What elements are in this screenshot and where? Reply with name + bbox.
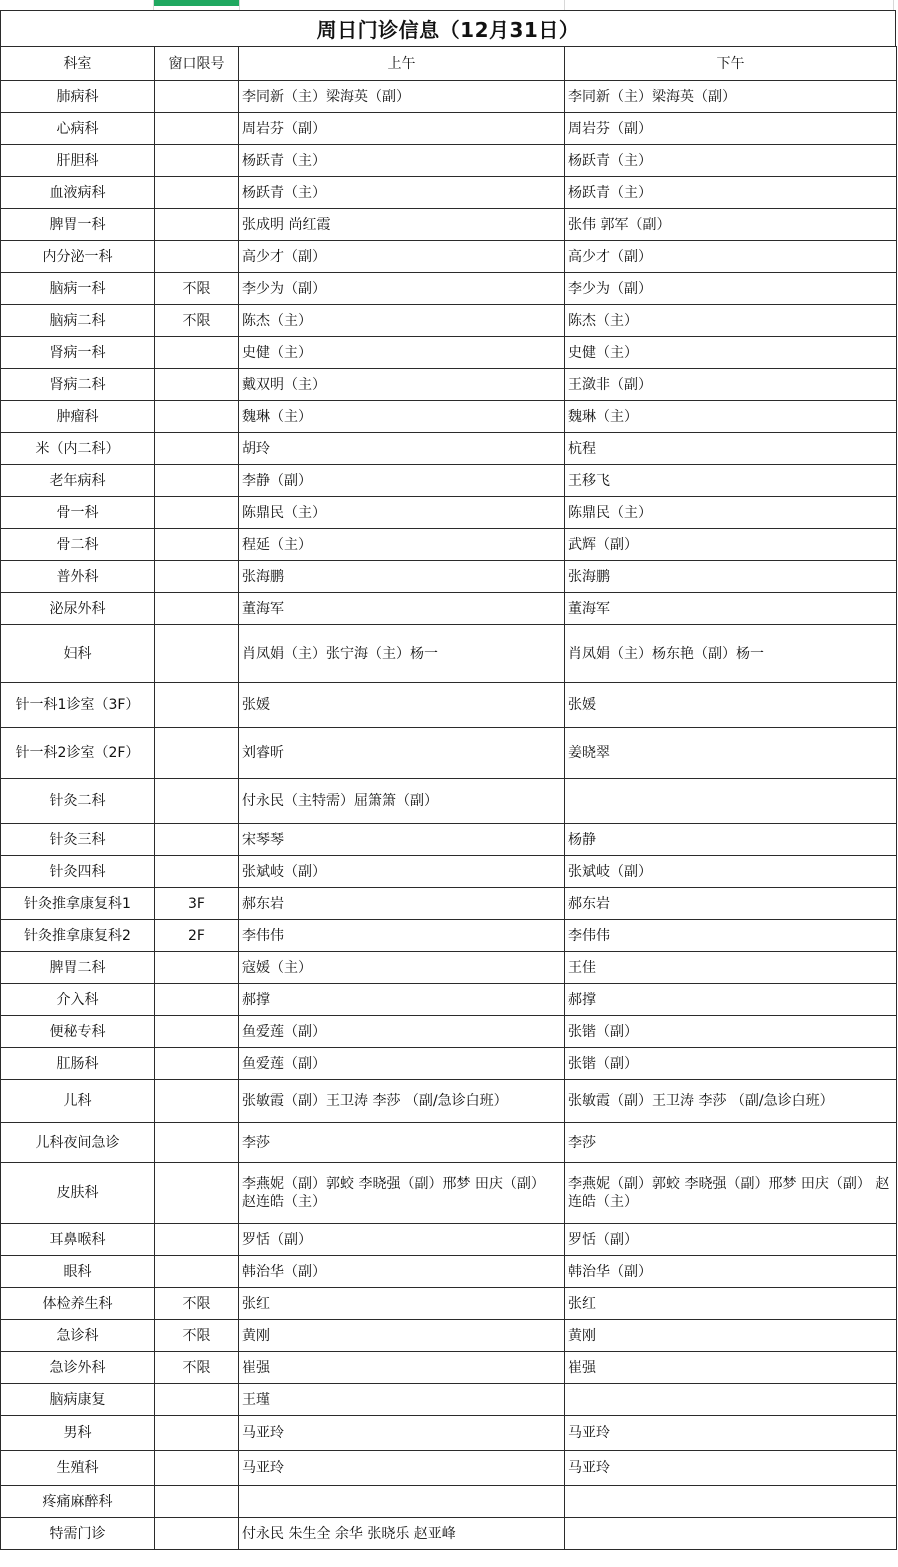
pm-cell[interactable]: 王潋非（副） <box>565 369 897 401</box>
dept-cell[interactable]: 脑病一科 <box>1 273 155 305</box>
am-cell[interactable]: 鱼爱莲（副） <box>239 1048 565 1080</box>
pm-cell[interactable]: 张媛 <box>565 683 897 728</box>
table-row <box>1 1163 897 1224</box>
table-row <box>1 529 897 561</box>
pm-cell[interactable]: 张斌岐（副） <box>565 856 897 888</box>
header-am[interactable]: 上午 <box>239 47 565 81</box>
schedule-table <box>0 46 897 1550</box>
table-row <box>1 856 897 888</box>
active-column-indicator <box>153 0 239 6</box>
am-cell[interactable]: 陈杰（主） <box>239 305 565 337</box>
sheet-title[interactable]: 周日门诊信息（12月31日） <box>0 10 896 46</box>
header-dept[interactable]: 科室 <box>1 47 155 81</box>
table-row <box>1 497 897 529</box>
table-row <box>1 81 897 113</box>
limit-cell[interactable] <box>155 1016 239 1048</box>
pm-cell[interactable]: 崔强 <box>565 1352 897 1384</box>
pm-cell[interactable]: 马亚玲 <box>565 1451 897 1486</box>
table-row <box>1 241 897 273</box>
am-cell[interactable]: 刘睿昕 <box>239 728 565 779</box>
table-row <box>1 683 897 728</box>
table-row <box>1 1256 897 1288</box>
header-limit[interactable]: 窗口限号 <box>155 47 239 81</box>
dept-cell[interactable]: 肾病一科 <box>1 337 155 369</box>
limit-cell[interactable] <box>155 1163 239 1224</box>
table-row <box>1 561 897 593</box>
limit-cell[interactable]: 不限 <box>155 1320 239 1352</box>
limit-cell[interactable] <box>155 337 239 369</box>
dept-cell[interactable]: 普外科 <box>1 561 155 593</box>
pm-cell[interactable]: 陈杰（主） <box>565 305 897 337</box>
table-row <box>1 433 897 465</box>
pm-cell[interactable]: 杨跃青（主） <box>565 145 897 177</box>
am-cell[interactable]: 史健（主） <box>239 337 565 369</box>
gridline <box>239 0 240 10</box>
am-cell[interactable]: 马亚玲 <box>239 1416 565 1451</box>
am-cell[interactable]: 寇媛（主） <box>239 952 565 984</box>
pm-cell[interactable]: 杨静 <box>565 824 897 856</box>
am-cell[interactable]: 杨跃青（主） <box>239 145 565 177</box>
dept-cell[interactable]: 针一科2诊室（2F） <box>1 728 155 779</box>
am-cell[interactable]: 鱼爱莲（副） <box>239 1016 565 1048</box>
dept-cell[interactable]: 内分泌一科 <box>1 241 155 273</box>
am-cell[interactable]: 张红 <box>239 1288 565 1320</box>
am-cell[interactable]: 付永民 朱生全 余华 张晓乐 赵亚峰 <box>239 1518 565 1550</box>
dept-cell[interactable]: 脑病二科 <box>1 305 155 337</box>
am-cell[interactable]: 张媛 <box>239 683 565 728</box>
table-row <box>1 824 897 856</box>
limit-cell[interactable] <box>155 984 239 1016</box>
am-cell[interactable]: 张斌岐（副） <box>239 856 565 888</box>
table-row <box>1 1518 897 1550</box>
dept-cell[interactable]: 耳鼻喉科 <box>1 1224 155 1256</box>
pm-cell[interactable]: 史健（主） <box>565 337 897 369</box>
pm-cell[interactable]: 李燕妮（副）郭蛟 李晓强（副）邢梦 田庆（副） 赵连皓（主） <box>565 1163 897 1224</box>
table-row <box>1 1416 897 1451</box>
pm-cell[interactable]: 董海军 <box>565 593 897 625</box>
pm-cell[interactable]: 张锴（副） <box>565 1048 897 1080</box>
dept-cell[interactable]: 儿科夜间急诊 <box>1 1123 155 1163</box>
table-row <box>1 888 897 920</box>
limit-cell[interactable] <box>155 779 239 824</box>
dept-cell[interactable]: 脾胃二科 <box>1 952 155 984</box>
dept-cell[interactable]: 骨二科 <box>1 529 155 561</box>
table-row <box>1 920 897 952</box>
limit-cell[interactable] <box>155 1048 239 1080</box>
limit-cell[interactable]: 3F <box>155 888 239 920</box>
table-row <box>1 1080 897 1123</box>
am-cell[interactable]: 李伟伟 <box>239 920 565 952</box>
dept-cell[interactable]: 特需门诊 <box>1 1518 155 1550</box>
limit-cell[interactable] <box>155 1416 239 1451</box>
am-cell[interactable]: 周岩芬（副） <box>239 113 565 145</box>
pm-cell[interactable] <box>565 1384 897 1416</box>
limit-cell[interactable] <box>155 497 239 529</box>
dept-cell[interactable]: 肺病科 <box>1 81 155 113</box>
limit-cell[interactable] <box>155 952 239 984</box>
dept-cell[interactable]: 泌尿外科 <box>1 593 155 625</box>
dept-cell[interactable]: 男科 <box>1 1416 155 1451</box>
dept-cell[interactable]: 急诊科 <box>1 1320 155 1352</box>
dept-cell[interactable]: 疼痛麻醉科 <box>1 1486 155 1518</box>
limit-cell[interactable] <box>155 1224 239 1256</box>
limit-cell[interactable] <box>155 1451 239 1486</box>
limit-cell[interactable] <box>155 241 239 273</box>
am-cell[interactable]: 肖凤娟（主）张宁海（主）杨一 <box>239 625 565 683</box>
table-row <box>1 401 897 433</box>
pm-cell[interactable]: 韩治华（副） <box>565 1256 897 1288</box>
limit-cell[interactable]: 2F <box>155 920 239 952</box>
dept-cell[interactable]: 眼科 <box>1 1256 155 1288</box>
limit-cell[interactable] <box>155 1123 239 1163</box>
am-cell[interactable]: 李静（副） <box>239 465 565 497</box>
am-cell[interactable]: 郝撑 <box>239 984 565 1016</box>
am-cell[interactable] <box>239 1486 565 1518</box>
dept-cell[interactable]: 皮肤科 <box>1 1163 155 1224</box>
dept-cell[interactable]: 便秘专科 <box>1 1016 155 1048</box>
dept-cell[interactable]: 肛肠科 <box>1 1048 155 1080</box>
pm-cell[interactable]: 李同新（主）梁海英（副） <box>565 81 897 113</box>
gridline <box>893 0 894 10</box>
limit-cell[interactable] <box>155 1518 239 1550</box>
am-cell[interactable]: 郝东岩 <box>239 888 565 920</box>
pm-cell[interactable]: 李莎 <box>565 1123 897 1163</box>
limit-cell[interactable]: 不限 <box>155 1288 239 1320</box>
table-row <box>1 593 897 625</box>
table-row <box>1 1486 897 1518</box>
table-row <box>1 465 897 497</box>
am-cell[interactable]: 胡玲 <box>239 433 565 465</box>
limit-cell[interactable] <box>155 369 239 401</box>
pm-cell[interactable]: 郝撑 <box>565 984 897 1016</box>
am-cell[interactable]: 张成明 尚红霞 <box>239 209 565 241</box>
limit-cell[interactable]: 不限 <box>155 273 239 305</box>
limit-cell[interactable] <box>155 683 239 728</box>
dept-cell[interactable]: 肾病二科 <box>1 369 155 401</box>
dept-cell[interactable]: 生殖科 <box>1 1451 155 1486</box>
pm-cell[interactable]: 高少才（副） <box>565 241 897 273</box>
table-row <box>1 145 897 177</box>
pm-cell[interactable]: 张红 <box>565 1288 897 1320</box>
pm-cell[interactable]: 张伟 郭军（副） <box>565 209 897 241</box>
dept-cell[interactable]: 针灸推拿康复科1 <box>1 888 155 920</box>
table-row <box>1 305 897 337</box>
am-cell[interactable]: 罗恬（副） <box>239 1224 565 1256</box>
table-row <box>1 209 897 241</box>
pm-cell[interactable]: 马亚玲 <box>565 1416 897 1451</box>
sheet-top-gridline-strip <box>0 0 898 10</box>
table-row <box>1 1352 897 1384</box>
dept-cell[interactable]: 针灸二科 <box>1 779 155 824</box>
am-cell[interactable]: 付永民（主特需）屈箫箫（副） <box>239 779 565 824</box>
table-row <box>1 369 897 401</box>
header-pm[interactable]: 下午 <box>565 47 897 81</box>
am-cell[interactable]: 张敏霞（副）王卫涛 李莎 （副/急诊白班） <box>239 1080 565 1123</box>
table-row <box>1 177 897 209</box>
am-cell[interactable]: 王瑾 <box>239 1384 565 1416</box>
pm-cell[interactable] <box>565 779 897 824</box>
limit-cell[interactable] <box>155 529 239 561</box>
dept-cell[interactable]: 针一科1诊室（3F） <box>1 683 155 728</box>
dept-cell[interactable]: 介入科 <box>1 984 155 1016</box>
pm-cell[interactable]: 王佳 <box>565 952 897 984</box>
gridline <box>153 0 154 10</box>
pm-cell[interactable]: 郝东岩 <box>565 888 897 920</box>
am-cell[interactable]: 韩治华（副） <box>239 1256 565 1288</box>
limit-cell[interactable] <box>155 1384 239 1416</box>
limit-cell[interactable] <box>155 856 239 888</box>
table-row <box>1 625 897 683</box>
dept-cell[interactable]: 骨一科 <box>1 497 155 529</box>
header-row <box>1 47 897 81</box>
dept-cell[interactable]: 血液病科 <box>1 177 155 209</box>
am-cell[interactable]: 高少才（副） <box>239 241 565 273</box>
limit-cell[interactable] <box>155 465 239 497</box>
limit-cell[interactable]: 不限 <box>155 305 239 337</box>
table-row <box>1 113 897 145</box>
am-cell[interactable]: 李同新（主）梁海英（副） <box>239 81 565 113</box>
dept-cell[interactable]: 老年病科 <box>1 465 155 497</box>
gridline <box>564 0 565 10</box>
table-row <box>1 952 897 984</box>
pm-cell[interactable] <box>565 1518 897 1550</box>
limit-cell[interactable] <box>155 209 239 241</box>
limit-cell[interactable]: 不限 <box>155 1352 239 1384</box>
limit-cell[interactable] <box>155 824 239 856</box>
table-row <box>1 1048 897 1080</box>
table-row <box>1 1320 897 1352</box>
pm-cell[interactable]: 魏琳（主） <box>565 401 897 433</box>
limit-cell[interactable] <box>155 401 239 433</box>
am-cell[interactable]: 崔强 <box>239 1352 565 1384</box>
pm-cell[interactable]: 张海鹏 <box>565 561 897 593</box>
table-row <box>1 1123 897 1163</box>
limit-cell[interactable] <box>155 1486 239 1518</box>
limit-cell[interactable] <box>155 728 239 779</box>
pm-cell[interactable]: 肖凤娟（主）杨东艳（副）杨一 <box>565 625 897 683</box>
table-row <box>1 728 897 779</box>
pm-cell[interactable]: 李伟伟 <box>565 920 897 952</box>
pm-cell[interactable]: 王移飞 <box>565 465 897 497</box>
pm-cell[interactable]: 杨跃青（主） <box>565 177 897 209</box>
am-cell[interactable]: 宋琴琴 <box>239 824 565 856</box>
limit-cell[interactable] <box>155 177 239 209</box>
limit-cell[interactable] <box>155 145 239 177</box>
pm-cell[interactable]: 姜晓翠 <box>565 728 897 779</box>
pm-cell[interactable]: 杭程 <box>565 433 897 465</box>
pm-cell[interactable]: 张敏霞（副）王卫涛 李莎 （副/急诊白班） <box>565 1080 897 1123</box>
am-cell[interactable]: 董海军 <box>239 593 565 625</box>
am-cell[interactable]: 程延（主） <box>239 529 565 561</box>
am-cell[interactable]: 陈鼎民（主） <box>239 497 565 529</box>
am-cell[interactable]: 黄刚 <box>239 1320 565 1352</box>
table-row <box>1 1288 897 1320</box>
pm-cell[interactable]: 李少为（副） <box>565 273 897 305</box>
dept-cell[interactable]: 肝胆科 <box>1 145 155 177</box>
table-row <box>1 1384 897 1416</box>
limit-cell[interactable] <box>155 1256 239 1288</box>
limit-cell[interactable] <box>155 81 239 113</box>
am-cell[interactable]: 李莎 <box>239 1123 565 1163</box>
dept-cell[interactable]: 针灸四科 <box>1 856 155 888</box>
am-cell[interactable]: 魏琳（主） <box>239 401 565 433</box>
am-cell[interactable]: 马亚玲 <box>239 1451 565 1486</box>
dept-cell[interactable]: 心病科 <box>1 113 155 145</box>
dept-cell[interactable]: 脾胃一科 <box>1 209 155 241</box>
pm-cell[interactable]: 黄刚 <box>565 1320 897 1352</box>
limit-cell[interactable] <box>155 433 239 465</box>
limit-cell[interactable] <box>155 1080 239 1123</box>
table-row <box>1 337 897 369</box>
pm-cell[interactable] <box>565 1486 897 1518</box>
table-row <box>1 1224 897 1256</box>
dept-cell[interactable]: 米（内二科） <box>1 433 155 465</box>
am-cell[interactable]: 戴双明（主） <box>239 369 565 401</box>
pm-cell[interactable]: 张锴（副） <box>565 1016 897 1048</box>
table-row <box>1 273 897 305</box>
dept-cell[interactable]: 体检养生科 <box>1 1288 155 1320</box>
dept-cell[interactable]: 妇科 <box>1 625 155 683</box>
dept-cell[interactable]: 急诊外科 <box>1 1352 155 1384</box>
am-cell[interactable]: 杨跃青（主） <box>239 177 565 209</box>
table-row <box>1 984 897 1016</box>
am-cell[interactable]: 张海鹏 <box>239 561 565 593</box>
am-cell[interactable]: 李少为（副） <box>239 273 565 305</box>
dept-cell[interactable]: 脑病康复 <box>1 1384 155 1416</box>
dept-cell[interactable]: 肿瘤科 <box>1 401 155 433</box>
table-row <box>1 779 897 824</box>
table-row <box>1 1016 897 1048</box>
limit-cell[interactable] <box>155 113 239 145</box>
limit-cell[interactable] <box>155 625 239 683</box>
table-body <box>1 81 897 1550</box>
dept-cell[interactable]: 针灸推拿康复科2 <box>1 920 155 952</box>
pm-cell[interactable]: 罗恬（副） <box>565 1224 897 1256</box>
pm-cell[interactable]: 陈鼎民（主） <box>565 497 897 529</box>
am-cell[interactable]: 李燕妮（副）郭蛟 李晓强（副）邢梦 田庆（副） 赵连皓（主） <box>239 1163 565 1224</box>
pm-cell[interactable]: 周岩芬（副） <box>565 113 897 145</box>
limit-cell[interactable] <box>155 593 239 625</box>
pm-cell[interactable]: 武辉（副） <box>565 529 897 561</box>
limit-cell[interactable] <box>155 561 239 593</box>
dept-cell[interactable]: 儿科 <box>1 1080 155 1123</box>
dept-cell[interactable]: 针灸三科 <box>1 824 155 856</box>
table-row <box>1 1451 897 1486</box>
